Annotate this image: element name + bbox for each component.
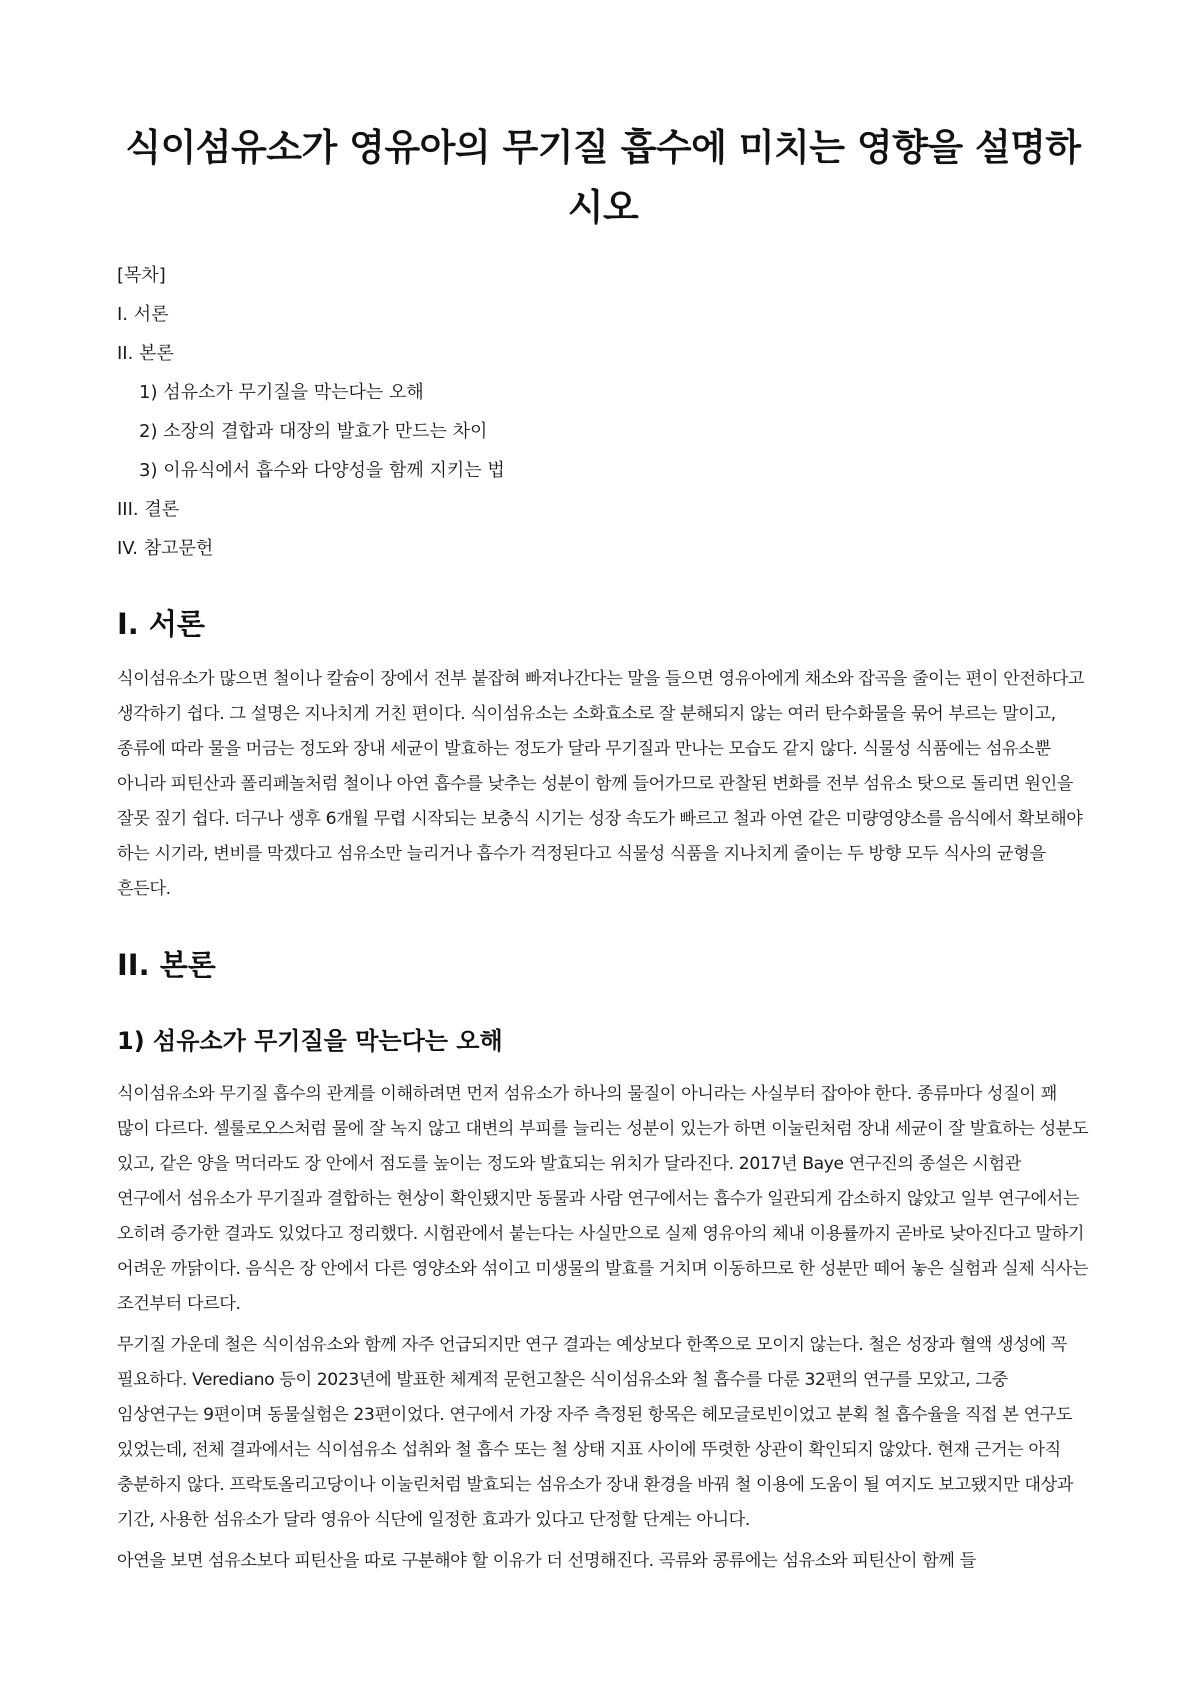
toc-item-body: II. 본론 xyxy=(117,343,174,364)
document-title: 식이섬유소가 영유아의 무기질 흡수에 미치는 영향을 설명하시오 xyxy=(125,126,1081,229)
subsection-1-paragraph: 식이섬유소와 무기질 흡수의 관계를 이해하려면 먼저 섬유소가 하나의 물질이 아니라는 사실부터 잡아야 한다. 종류마다 성질이 꽤 많이 다르다. 셀룰로오스처럼 물에 잘 녹지 않고 대변의 부피를 늘리는 성분이 있는가 하면 이눌린처럼 장내 세균이 잘 발효하는 성분도 있고, 같은 양을 먹더라도 장 안에서 점도를 높이는 정도와 발효되는 위치가 달라진다. 2017년 Baye 연구진의 종설은 시험관 연구에서 섬유소가 무기질과 결합하는 현상이 확인됐지만 동물과 사람 연구에서는 흡수가 일관되게 감소하지 않았고 일부 연구에서는 오히려 증가한 결과도 있었다고 정리했다. 시험관에서 붙는다는 사실만으로 실제 영유아의 체내 이용률까지 곧바로 낮아진다고 말하기 어려운 까닭이다. 음식은 장 안에서 다른 영양소와 섞이고 미생물의 발효를 거치며 이동하므로 한 성분만 떼어 놓은 실험과 실제 식사는 조건부터 다르다. xyxy=(117,1084,1089,1314)
subsection-1-paragraph: 무기질 가운데 철은 식이섬유소와 함께 자주 언급되지만 연구 결과는 예상보다 한쪽으로 모이지 않는다. 철은 성장과 혈액 생성에 꼭 필요하다. Verediano 등이 2023년에 발표한 체계적 문헌고찰은 식이섬유소와 철 흡수를 다룬 32편의 연구를 모았고, 그중 임상연구는 9편이며 동물실험은 23편이었다. 연구에서 가장 자주 측정된 항목은 헤모글로빈이었고 분획 철 흡수율을 직접 본 연구도 있었는데, 전체 결과에서는 식이섬유소 섭취와 철 흡수 또는 철 상태 지표 사이에 뚜렷한 상관이 확인되지 않았다. 현재 근거는 아직 충분하지 않다. 프락토올리고당이나 이눌린처럼 발효되는 섬유소가 장내 환경을 바꿔 철 이용에 도움이 될 여지도 보고됐지만 대상과 기간, 사용한 섬유소가 달라 영유아 식단에 일정한 효과가 있다고 단정할 단계는 아니다. xyxy=(117,1335,1073,1530)
toc-item-conclusion: III. 결론 xyxy=(117,499,180,520)
body-subsection-1 xyxy=(117,1023,1089,1579)
toc-heading: [목차] xyxy=(117,265,166,286)
table-of-contents xyxy=(117,256,1089,568)
intro-paragraph: 식이섬유소가 많으면 철이나 칼슘이 장에서 전부 붙잡혀 빠져나간다는 말을 들으면 영유아에게 채소와 잡곡을 줄이는 편이 안전하다고 생각하기 쉽다. 그 설명은 지나치게 거친 편이다. 식이섬유소는 소화효소로 잘 분해되지 않는 여러 탄수화물을 묶어 부르는 말이고, 종류에 따라 물을 머금는 정도와 장내 세균이 발효하는 정도가 달라 무기질과 만나는 모습도 같지 않다. 식물성 식품에는 섬유소뿐 아니라 피틴산과 폴리페놀처럼 철이나 아연 흡수를 낮추는 성분이 함께 들어가므로 관찰된 변화를 전부 섬유소 탓으로 돌리면 원인을 잘못 짚기 쉽다. 더구나 생후 6개월 무렵 시작되는 보충식 시기는 성장 속도가 빠르고 철과 아연 같은 미량영양소를 음식에서 확보해야 하는 시기라, 변비를 막겠다고 섬유소만 늘리거나 흡수가 걱정된다고 식물성 식품을 지나치게 줄이는 두 방향 모두 식사의 균형을 흔든다. xyxy=(117,669,1085,899)
toc-item-references: IV. 참고문헌 xyxy=(117,538,214,559)
subsection-1-paragraph: 아연을 보면 섬유소보다 피틴산을 따로 구분해야 할 이유가 더 선명해진다. 곡류와 콩류에는 섬유소와 피틴산이 함께 들 xyxy=(117,1551,976,1571)
toc-item-body-2: 2) 소장의 결합과 대장의 발효가 만드는 차이 xyxy=(139,421,488,442)
toc-item-body-3: 3) 이유식에서 흡수와 다양성을 함께 지키는 법 xyxy=(139,460,505,481)
body-heading: II. 본론 xyxy=(117,948,216,982)
body-section xyxy=(117,945,1089,1579)
toc-item-body-1: 1) 섬유소가 무기질을 막는다는 오해 xyxy=(139,382,424,403)
intro-section xyxy=(117,604,1089,907)
toc-item-intro: I. 서론 xyxy=(117,304,169,325)
subsection-1-heading: 1) 섬유소가 무기질을 막는다는 오해 xyxy=(117,1027,503,1055)
intro-heading: I. 서론 xyxy=(117,607,205,641)
